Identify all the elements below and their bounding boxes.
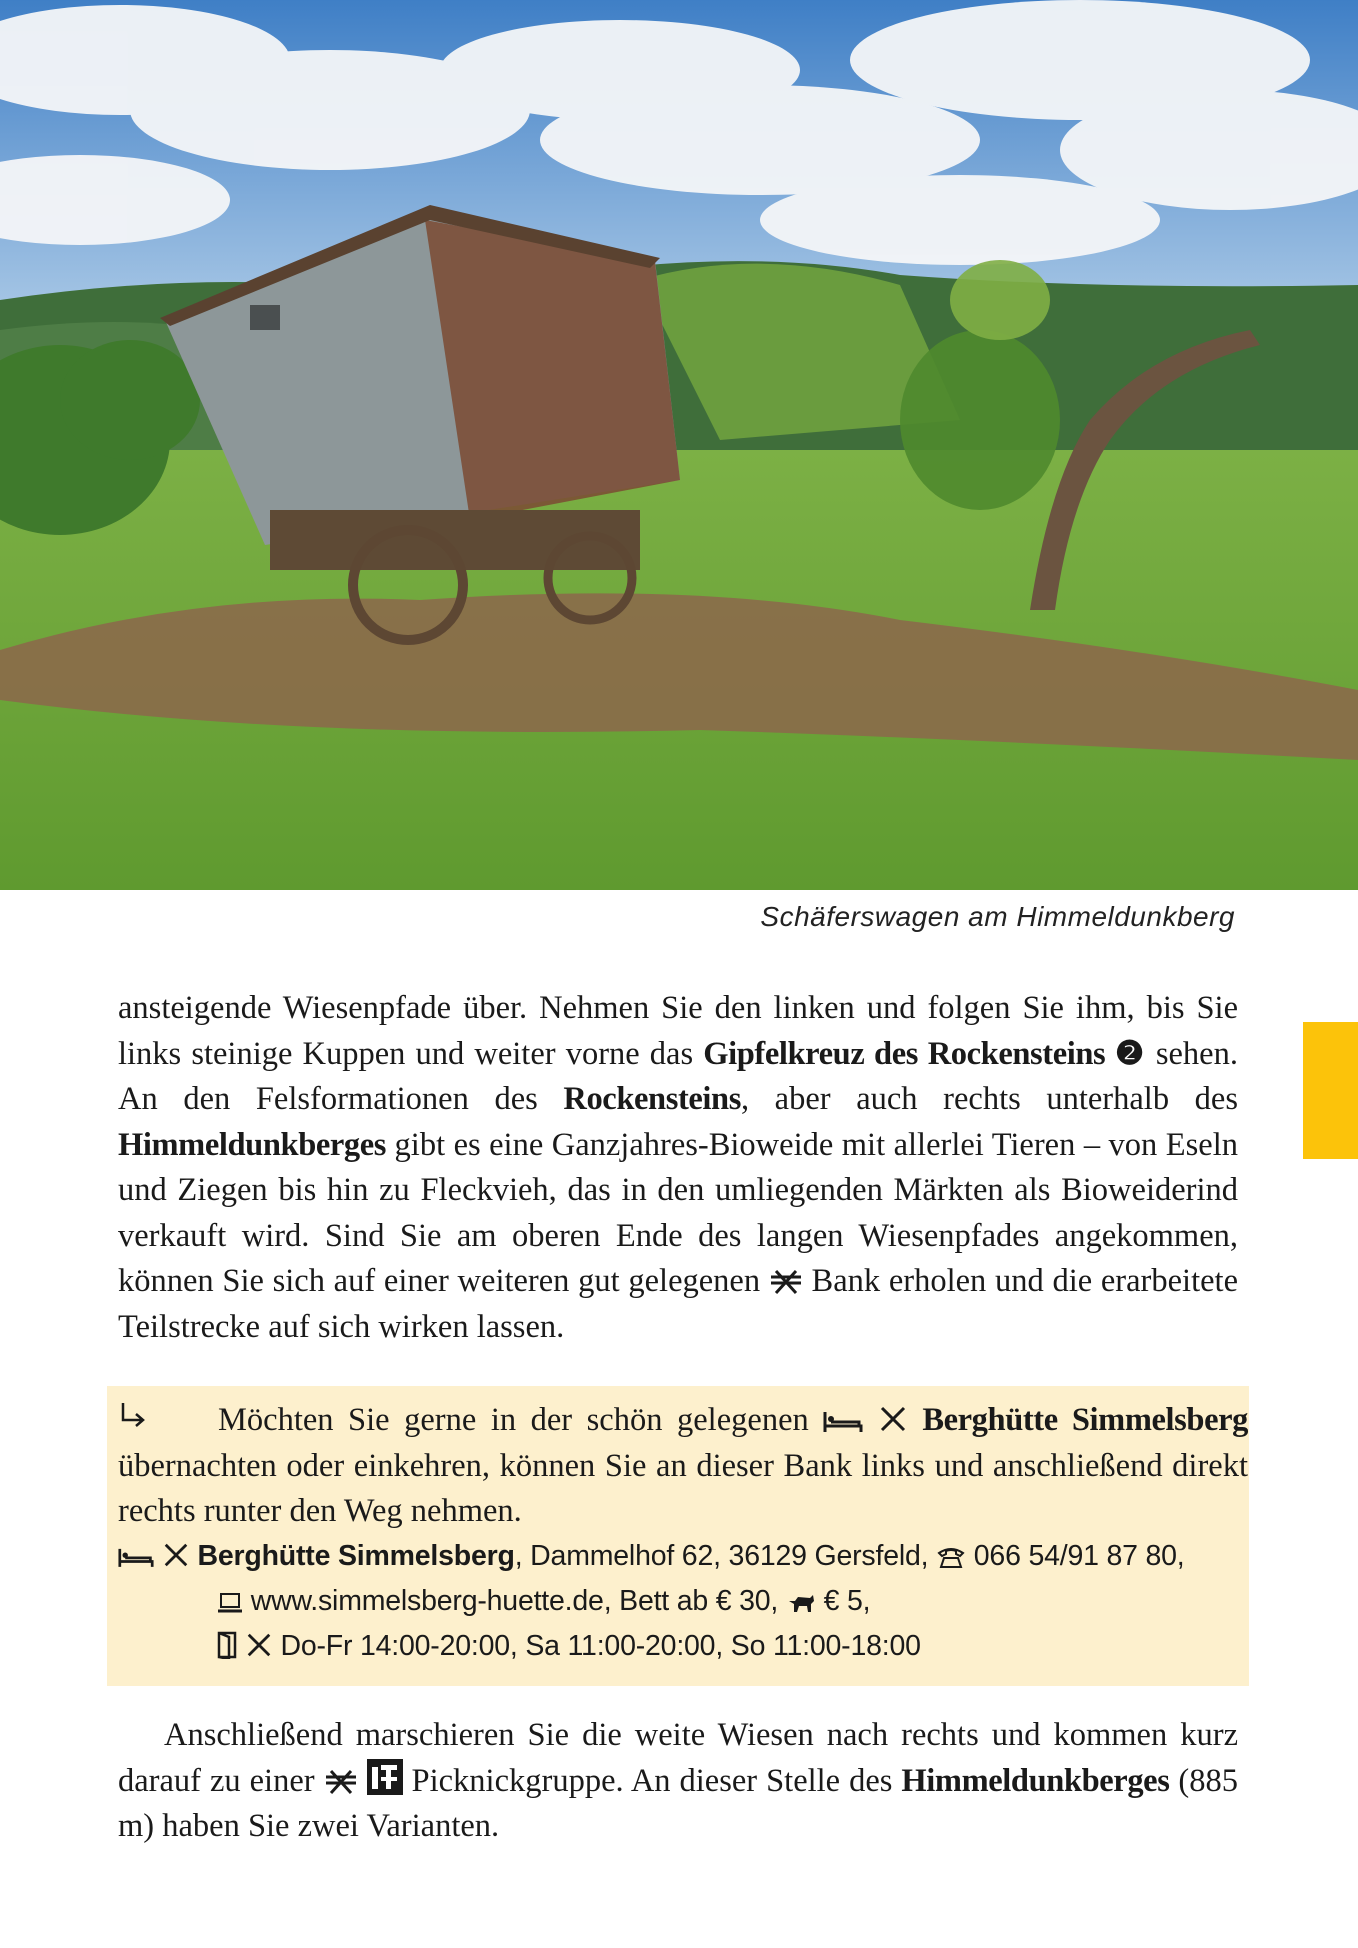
bench-icon — [324, 1769, 358, 1795]
bed-icon — [118, 1545, 154, 1569]
waypoint-2-badge: ❷ — [1115, 1035, 1146, 1072]
restaurant-icon — [245, 1631, 273, 1659]
picnic-table-icon — [367, 1759, 403, 1795]
contact-line-hours — [217, 1628, 1347, 1664]
contact-line-web — [217, 1583, 1347, 1619]
chapter-side-tab — [1303, 1022, 1358, 1159]
restaurant-icon — [878, 1404, 908, 1434]
opening-hours: Do-Fr 14:00-20:00, Sa 11:00-20:00, So 11:00-18:00 — [280, 1630, 921, 1662]
info-box-text: Möchten Sie gerne in der schön gelegenen Berghütte Simmelsberg übernachten oder einkehren, können Sie an dieser Bank links und anschließend direkt rechts runter den Weg nehmen. — [118, 1398, 1248, 1535]
contact-name: Berghütte Simmelsberg — [197, 1540, 515, 1572]
dog-fee: € 5, — [823, 1585, 871, 1617]
contact-line-address — [118, 1538, 1248, 1574]
phone-icon — [936, 1545, 966, 1569]
bench-icon — [769, 1269, 803, 1295]
laptop-icon — [217, 1592, 243, 1614]
contact-phone[interactable]: 066 54/91 87 80, — [973, 1540, 1185, 1572]
paragraph-picnic: Anschließend marschieren Sie die weite Wiesen nach rechts und kommen kurz darauf zu einer Picknickgruppe. An dieser Stelle des Himmeldunkberges (885 m) haben Sie zwei Varianten. — [118, 1717, 1239, 1844]
door-icon — [217, 1631, 237, 1659]
landscape-photo — [0, 0, 1358, 890]
website-link[interactable]: www.simmelsberg-huette.de, Bett ab € 30, — [250, 1585, 786, 1617]
contact-address: , Dammelhof 62, 36129 Gersfeld, — [514, 1540, 937, 1572]
restaurant-icon — [162, 1541, 190, 1569]
rockensteins-highlight: Rockensteins — [563, 1081, 741, 1117]
bed-icon — [823, 1408, 863, 1434]
gipfelkreuz-highlight: Gipfelkreuz des Rockensteins — [703, 1035, 1106, 1072]
info-box-berghuette — [107, 1386, 1249, 1686]
berghuette-name: Berghütte Simmelsberg — [922, 1402, 1248, 1438]
himmeldunkberges-highlight: Himmeldunkberges — [118, 1126, 387, 1163]
himmeldunkberges-highlight-2: Himmeldunkberges — [901, 1762, 1170, 1799]
photo-caption: Schäferswagen am Himmeldunkberg — [760, 901, 1235, 932]
paragraph-route-description: ansteigende Wiesenpfade über. Nehmen Sie den linken und folgen Sie ihm, bis Sie links steinige Kuppen und weiter vorne das Gipfelkreuz des Rockensteins ❷ sehen. An den Felsformationen des Rockensteins, aber auch rechts unterhalb des Himmeldunkberges gibt es eine Ganzjahres-Bioweide mit allerlei Tieren – von Eseln und Ziegen bis hin zu Fleckvieh, das in den umliegenden Märkten als Bioweiderind verkauft wird. Sind Sie am oberen Ende des langen Wiesenpfades angekommen, können Sie sich auf einer weiteren gut gelegenen Bank erholen und die erarbeitete Teilstrecke auf sich wirken lassen. — [118, 990, 1238, 1345]
dog-icon — [786, 1592, 816, 1614]
turn-arrow-icon — [118, 1398, 218, 1444]
